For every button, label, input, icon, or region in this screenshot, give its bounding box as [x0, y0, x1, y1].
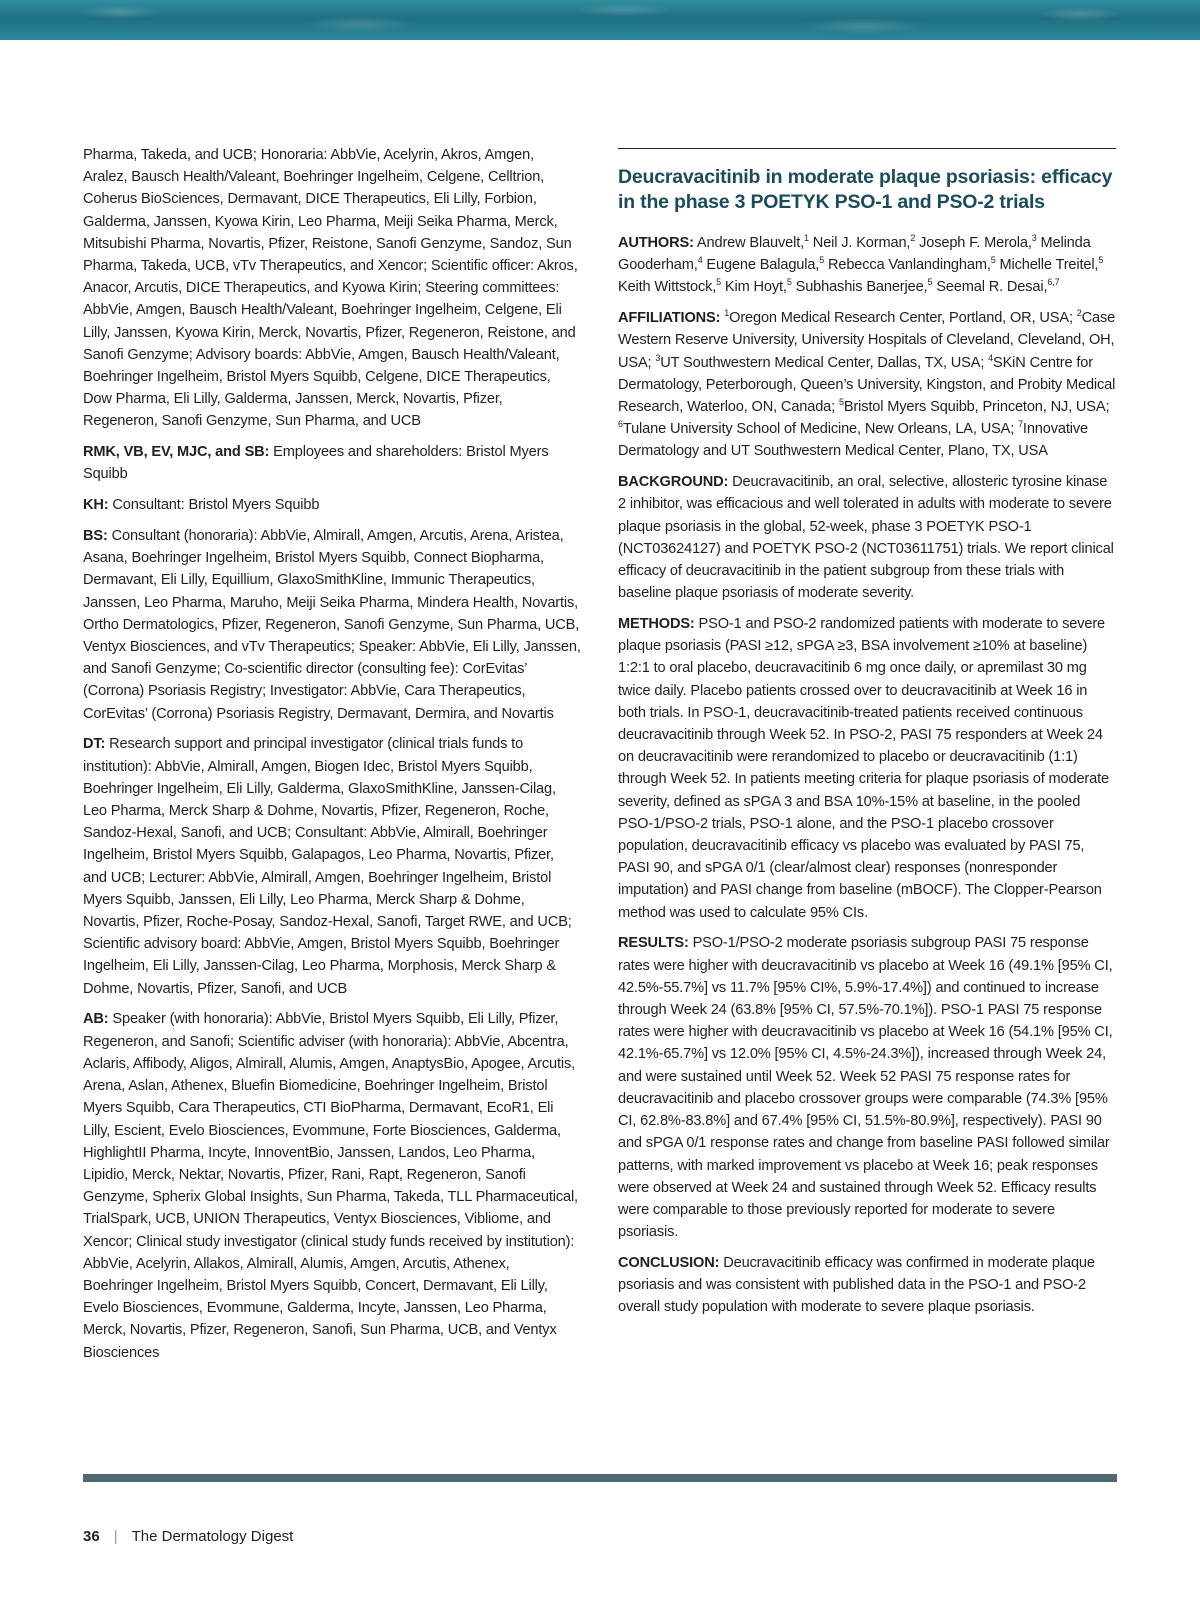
author-name: Keith Wittstock,: [618, 279, 717, 296]
affiliation-sup: 5: [838, 397, 844, 408]
author-name: Subhashis Banerjee,: [791, 279, 928, 296]
affiliation-sup: 1: [724, 308, 730, 319]
author-affiliation-sup: 5: [819, 255, 825, 266]
author-affiliation-sup: 5: [1098, 255, 1104, 266]
author-affiliation-sup: 3: [1031, 233, 1037, 244]
disclosures-column: [83, 144, 581, 1372]
author-name: Andrew Blauvelt,: [693, 235, 805, 251]
author-name: Seemal R. Desai,: [932, 279, 1048, 296]
affiliation-sup: 4: [988, 352, 994, 363]
author-affiliation-sup: 6,7: [1047, 277, 1060, 288]
author-affiliation-sup: 2: [910, 233, 916, 244]
affiliation-sup: 3: [655, 352, 661, 363]
author-affiliation-sup: 5: [927, 277, 933, 288]
author-affiliation-sup: 5: [786, 277, 792, 288]
results-paragraph: RESULTS: PSO-1/PSO-2 moderate psoriasis subgroup PASI 75 response rates were higher with deucravacitinib vs placebo at Week 16 (49.1% [95% CI, 42.5%-55.7%] vs 11.7% [95% CI%, 5.9%-17.4%]) and continued to increase through Week 24 (63.8% [95% CI, 57.5%-70.1%]). PSO-1 PASI 75 response rates were higher with deucravacitinib vs placebo at Week 16 (54.1% [95% CI, 42.1%-65.7%] vs 12.0% [95% CI, 4.5%-24.3%]), increased through Week 24, and were sustained until Week 52. Week 52 PASI 75 response rates for deucravacitinib and placebo crossover groups were comparable (74.3% [95% CI, 62.8%-83.8%] and 67.4% [95% CI, 51.5%-80.9%], respectively). PASI 90 and sPGA 0/1 response rates and change from baseline PASI followed similar patterns, with marked improvement vs placebo at Week 16; peak responses were observed at Week 24 and sustained through Week 52. Efficacy results were comparable to those previously reported for moderate to severe psoriasis.: [618, 935, 1113, 1241]
disclosure-rmk: RMK, VB, EV, MJC, and SB: Employees and shareholders: Bristol Myers Squibb: [83, 444, 549, 483]
author-name: Rebecca Vanlandingham,: [824, 257, 991, 274]
author-name: Kim Hoyt,: [721, 279, 787, 296]
conclusion-paragraph: CONCLUSION: Deucravacitinib efficacy was confirmed in moderate plaque psoriasis and was consistent with published data in the PSO-1 and PSO-2 overall study population with moderate to severe plaque psoriasis.: [618, 1254, 1095, 1316]
affiliation-sup: 6: [618, 419, 623, 430]
author-affiliation-sup: 5: [990, 255, 996, 266]
affiliation-text: Oregon Medical Research Center, Portland, OR, USA;: [729, 310, 1077, 327]
abstract-title: Deucravacitinib in moderate plaque psoriasis: efficacy in the phase 3 POETYK PSO-1 and PSO-2 trials: [618, 166, 1113, 213]
author-name: Eugene Balagula,: [702, 257, 820, 274]
disclosure-dt: DT: Research support and principal investigator (clinical trials funds to institution): AbbVie, Almirall, Amgen, Biogen Idec, Bristol Myers Squibb, Boehringer Ingelheim, Eli Lilly, Galderma, GlaxoSmithKline, Janssen-Cilag, Leo Pharma, Merck Sharp & Dohme, Novartis, Pfizer, Regeneron, Roche, Sandoz-Hexal, Sanofi, and UCB; Consultant: AbbVie, Almirall, Boehringer Ingelheim, Bristol Myers Squibb, Galapagos, Leo Pharma, Novartis, Pfizer, and UCB; Lecturer: AbbVie, Almirall, Amgen, Boehringer Ingelheim, Bristol Myers Squibb, Janssen, Eli Lilly, Leo Pharma, Merck Sharp & Dohme, Novartis, Pfizer, Roche-Posay, Sandoz-Hexal, Sanofi, Target RWE, and UCB; Scientific advisory board: AbbVie, Amgen, Bristol Myers Squibb, Boehringer Ingelheim, Eli Lilly, Janssen-Cilag, Leo Pharma, Morphosis, Merck Sharp & Dohme, Novartis, Pfizer, Sanofi, and UCB: [83, 736, 572, 997]
affiliation-text: UT Southwestern Medical Center, Dallas, TX, USA;: [660, 354, 989, 371]
author-name: Joseph F. Merola,: [915, 235, 1032, 251]
footer-separator: |: [113, 1528, 118, 1545]
abstract-column: [618, 148, 1116, 1327]
author-name: Michelle Treitel,: [995, 257, 1099, 274]
background-paragraph: BACKGROUND: Deucravacitinib, an oral, selective, allosteric tyrosine kinase 2 inhibitor, was efficacious and well tolerated in adults with moderate to severe plaque psoriasis in the global, 52-week, phase 3 POETYK PSO-1 (NCT03624127) and POETYK PSO-2 (NCT03611751) trials. We report clinical efficacy of deucravacitinib in the patient subgroup from these trials with baseline plaque psoriasis of moderate severity.: [618, 474, 1114, 602]
ocean-banner: [0, 0, 1200, 40]
author-name: Neil J. Korman,: [808, 235, 911, 251]
publication-name: The Dermatology Digest: [131, 1528, 294, 1545]
affiliation-text: Case Western Reserve University, University Hospitals of Cleveland, Cleveland, OH, USA;: [618, 310, 1116, 371]
disclosure-continued: Pharma, Takeda, and UCB; Honoraria: AbbVie, Acelyrin, Akros, Amgen, Aralez, Bausch Health/Valeant, Boehringer Ingelheim, Celgene, Celltrion, Coherus BioSciences, Dermavant, DICE Therapeutics, Eli Lilly, Forbion, Galderma, Janssen, Kyowa Kirin, Leo Pharma, Meiji Seika Pharma, Merck, Mitsubishi Pharma, Novartis, Pfizer, Reistone, Sanofi Genzyme, Sandoz, Sun Pharma, Takeda, UCB, vTv Therapeutics, and Xencor; Scientific officer: Akros, Anacor, Arcutis, DICE Therapeutics, and Kyowa Kirin; Steering committees: AbbVie, Amgen, Bausch Health/Valeant, Boehringer Ingelheim, Celgene, Eli Lilly, Janssen, Kyowa Kirin, Merck, Novartis, Pfizer, Regeneron, Reistone, and Sanofi Genzyme; Advisory boards: AbbVie, Amgen, Bausch Health/Valeant, Boehringer Ingelheim, Bristol Myers Squibb, Celgene, DICE Therapeutics, Dow Pharma, Eli Lilly, Galderma, Janssen, Merck, Novartis, Pfizer, Regeneron, Sanofi Genzyme, Sun Pharma, and UCB: [83, 147, 578, 430]
affiliation-sup: 7: [1018, 419, 1023, 430]
affiliation-sup: 2: [1076, 308, 1082, 319]
page-number: 36: [83, 1528, 100, 1545]
affiliation-text: Tulane University School of Medicine, New Orleans, LA, USA;: [622, 421, 1019, 438]
disclosure-kh: KH: Consultant: Bristol Myers Squibb: [83, 497, 320, 514]
authors-paragraph: AUTHORS: Andrew Blauvelt,$^1$ Neil J. Korman,$^2$ Joseph F. Merola,$^3$ Melinda Gooderham,$^4$ Eugene Balagula,$^5$ Rebecca Vanlandingham,$^5$ Michelle Treitel,$^5$ Keith Wittstock,$^5$ Kim Hoyt,$^5$ Subhashis Banerjee,$^5$ Seemal R. Desai,$^{6,7}$: [618, 233, 1104, 296]
page-footer: [83, 1527, 293, 1547]
author-name: Melinda Gooderham,: [618, 235, 1091, 274]
abstract-top-rule: [618, 148, 1116, 149]
bottom-divider-bar: [83, 1474, 1117, 1482]
affiliation-text: SKiN Centre for Dermatology, Peterborough, Queen’s University, Kingston, and Probity Medical Research, Waterloo, ON, Canada;: [618, 354, 1116, 416]
methods-paragraph: METHODS: PSO-1 and PSO-2 randomized patients with moderate to severe plaque psoriasis (PASI ≥12, sPGA ≥3, BSA involvement ≥10% at baseline) 1:2:1 to oral placebo, deucravacitinib 6 mg once daily, or apremilast 30 mg twice daily. Placebo patients crossed over to deucravacitinib at Week 16 in both trials. In PSO-1, deucravacitinib-treated patients received continuous deucravacitinib through Week 52. In PSO-2, PASI 75 responders at Week 24 on deucravacitinib were rerandomized to placebo or deucravacitinib (1:1) through Week 52. In patients meeting criteria for plaque psoriasis of moderate severity, defined as sPGA 3 and BSA 10%-15% at baseline, in the pooled PSO-1/PSO-2 trials, PSO-1 alone, and the PSO-1 placebo crossover population, deucravacitinib efficacy vs placebo was evaluated by PASI 75, PASI 90, and sPGA 0/1 (clear/almost clear) responses (nonresponder imputation) and PASI change from baseline (mBOCF). The Clopper-Pearson method was used to calculate 95% CIs.: [618, 616, 1109, 921]
disclosure-ab: AB: Speaker (with honoraria): AbbVie, Bristol Myers Squibb, Eli Lilly, Pfizer, Regeneron, and Sanofi; Scientific adviser (with honoraria): AbbVie, Abcentra, Aclaris, Affibody, Aligos, Almirall, Alumis, Amgen, AnaptysBio, Apogee, Arcutis, Arena, Aslan, Athenex, Bluefin Biomedicine, Boehringer Ingelheim, Bristol Myers Squibb, Cara Therapeutics, CTI BioPharma, Dermavant, EcoR1, Eli Lilly, Escient, Evelo Biosciences, Evommune, Forte Biosciences, Galderma, HighlightII Pharma, Incyte, InnoventBio, Janssen, Landos, Leo Pharma, Lipidio, Merck, Nektar, Novartis, Pfizer, Rani, Rapt, Regeneron, Sanofi Genzyme, Spherix Global Insights, Sun Pharma, Takeda, TLL Pharmaceutical, TrialSpark, UCB, UNION Therapeutics, Ventyx Biosciences, Vibliome, and Xencor; Clinical study investigator (clinical study funds received by institution): AbbVie, Acelyrin, Allakos, Almirall, Alumis, Amgen, Arcutis, Athenex, Boehringer Ingelheim, Bristol Myers Squibb, Concert, Dermavant, Eli Lilly, Evelo Biosciences, Evommune, Galderma, Incyte, Janssen, Leo Pharma, Merck, Novartis, Pfizer, Regeneron, Sanofi, Sun Pharma, UCB, and Ventyx Biosciences: [83, 1011, 578, 1361]
author-affiliation-sup: 1: [804, 233, 809, 244]
affiliation-text: Bristol Myers Squibb, Princeton, NJ, USA;: [843, 399, 1110, 416]
author-affiliation-sup: 5: [716, 277, 722, 288]
disclosure-bs: BS: Consultant (honoraria): AbbVie, Almirall, Amgen, Arcutis, Arena, Aristea, Asana, Boehringer Ingelheim, Bristol Myers Squibb, Connect Biopharma, Dermavant, Eli Lilly, Equillium, GlaxoSmithKline, Immunic Therapeutics, Janssen, Leo Pharma, Maruho, Meiji Seika Pharma, Mindera Health, Novartis, Ortho Dermatologics, Pfizer, Regeneron, Sanofi Genzyme, Sun Pharma, UCB, Ventyx Biosciences, and vTv Therapeutics; Speaker: AbbVie, Eli Lilly, Janssen, and Sanofi Genzyme; Co-scientific director (consulting fee): CorEvitas’ (Corrona) Psoriasis Registry; Investigator: AbbVie, Cara Therapeutics, CorEvitas’ (Corrona) Psoriasis Registry, Dermavant, Dermira, and Novartis: [83, 528, 581, 722]
affiliations-paragraph: AFFILIATIONS: $^1$Oregon Medical Research Center, Portland, OR, USA; $^2$Case Western Reserve University, University Hospitals of Cleveland, Cleveland, OH, USA; $^3$UT Southwestern Medical Center, Dallas, TX, USA; $^4$SKiN Centre for Dermatology, Peterborough, Queen’s University, Kingston, and Probity Medical Research, Waterloo, ON, Canada; $^5$Bristol Myers Squibb, Princeton, NJ, USA; $^6$Tulane University School of Medicine, New Orleans, LA, USA; $^7$Innovative Dermatology and UT Southwestern Medical Center, Plano, TX, USA: [618, 308, 1116, 460]
affiliation-text: Innovative Dermatology and UT Southwestern Medical Center, Plano, TX, USA: [618, 421, 1088, 460]
author-affiliation-sup: 4: [697, 255, 703, 266]
affiliations-list: [618, 310, 1115, 459]
